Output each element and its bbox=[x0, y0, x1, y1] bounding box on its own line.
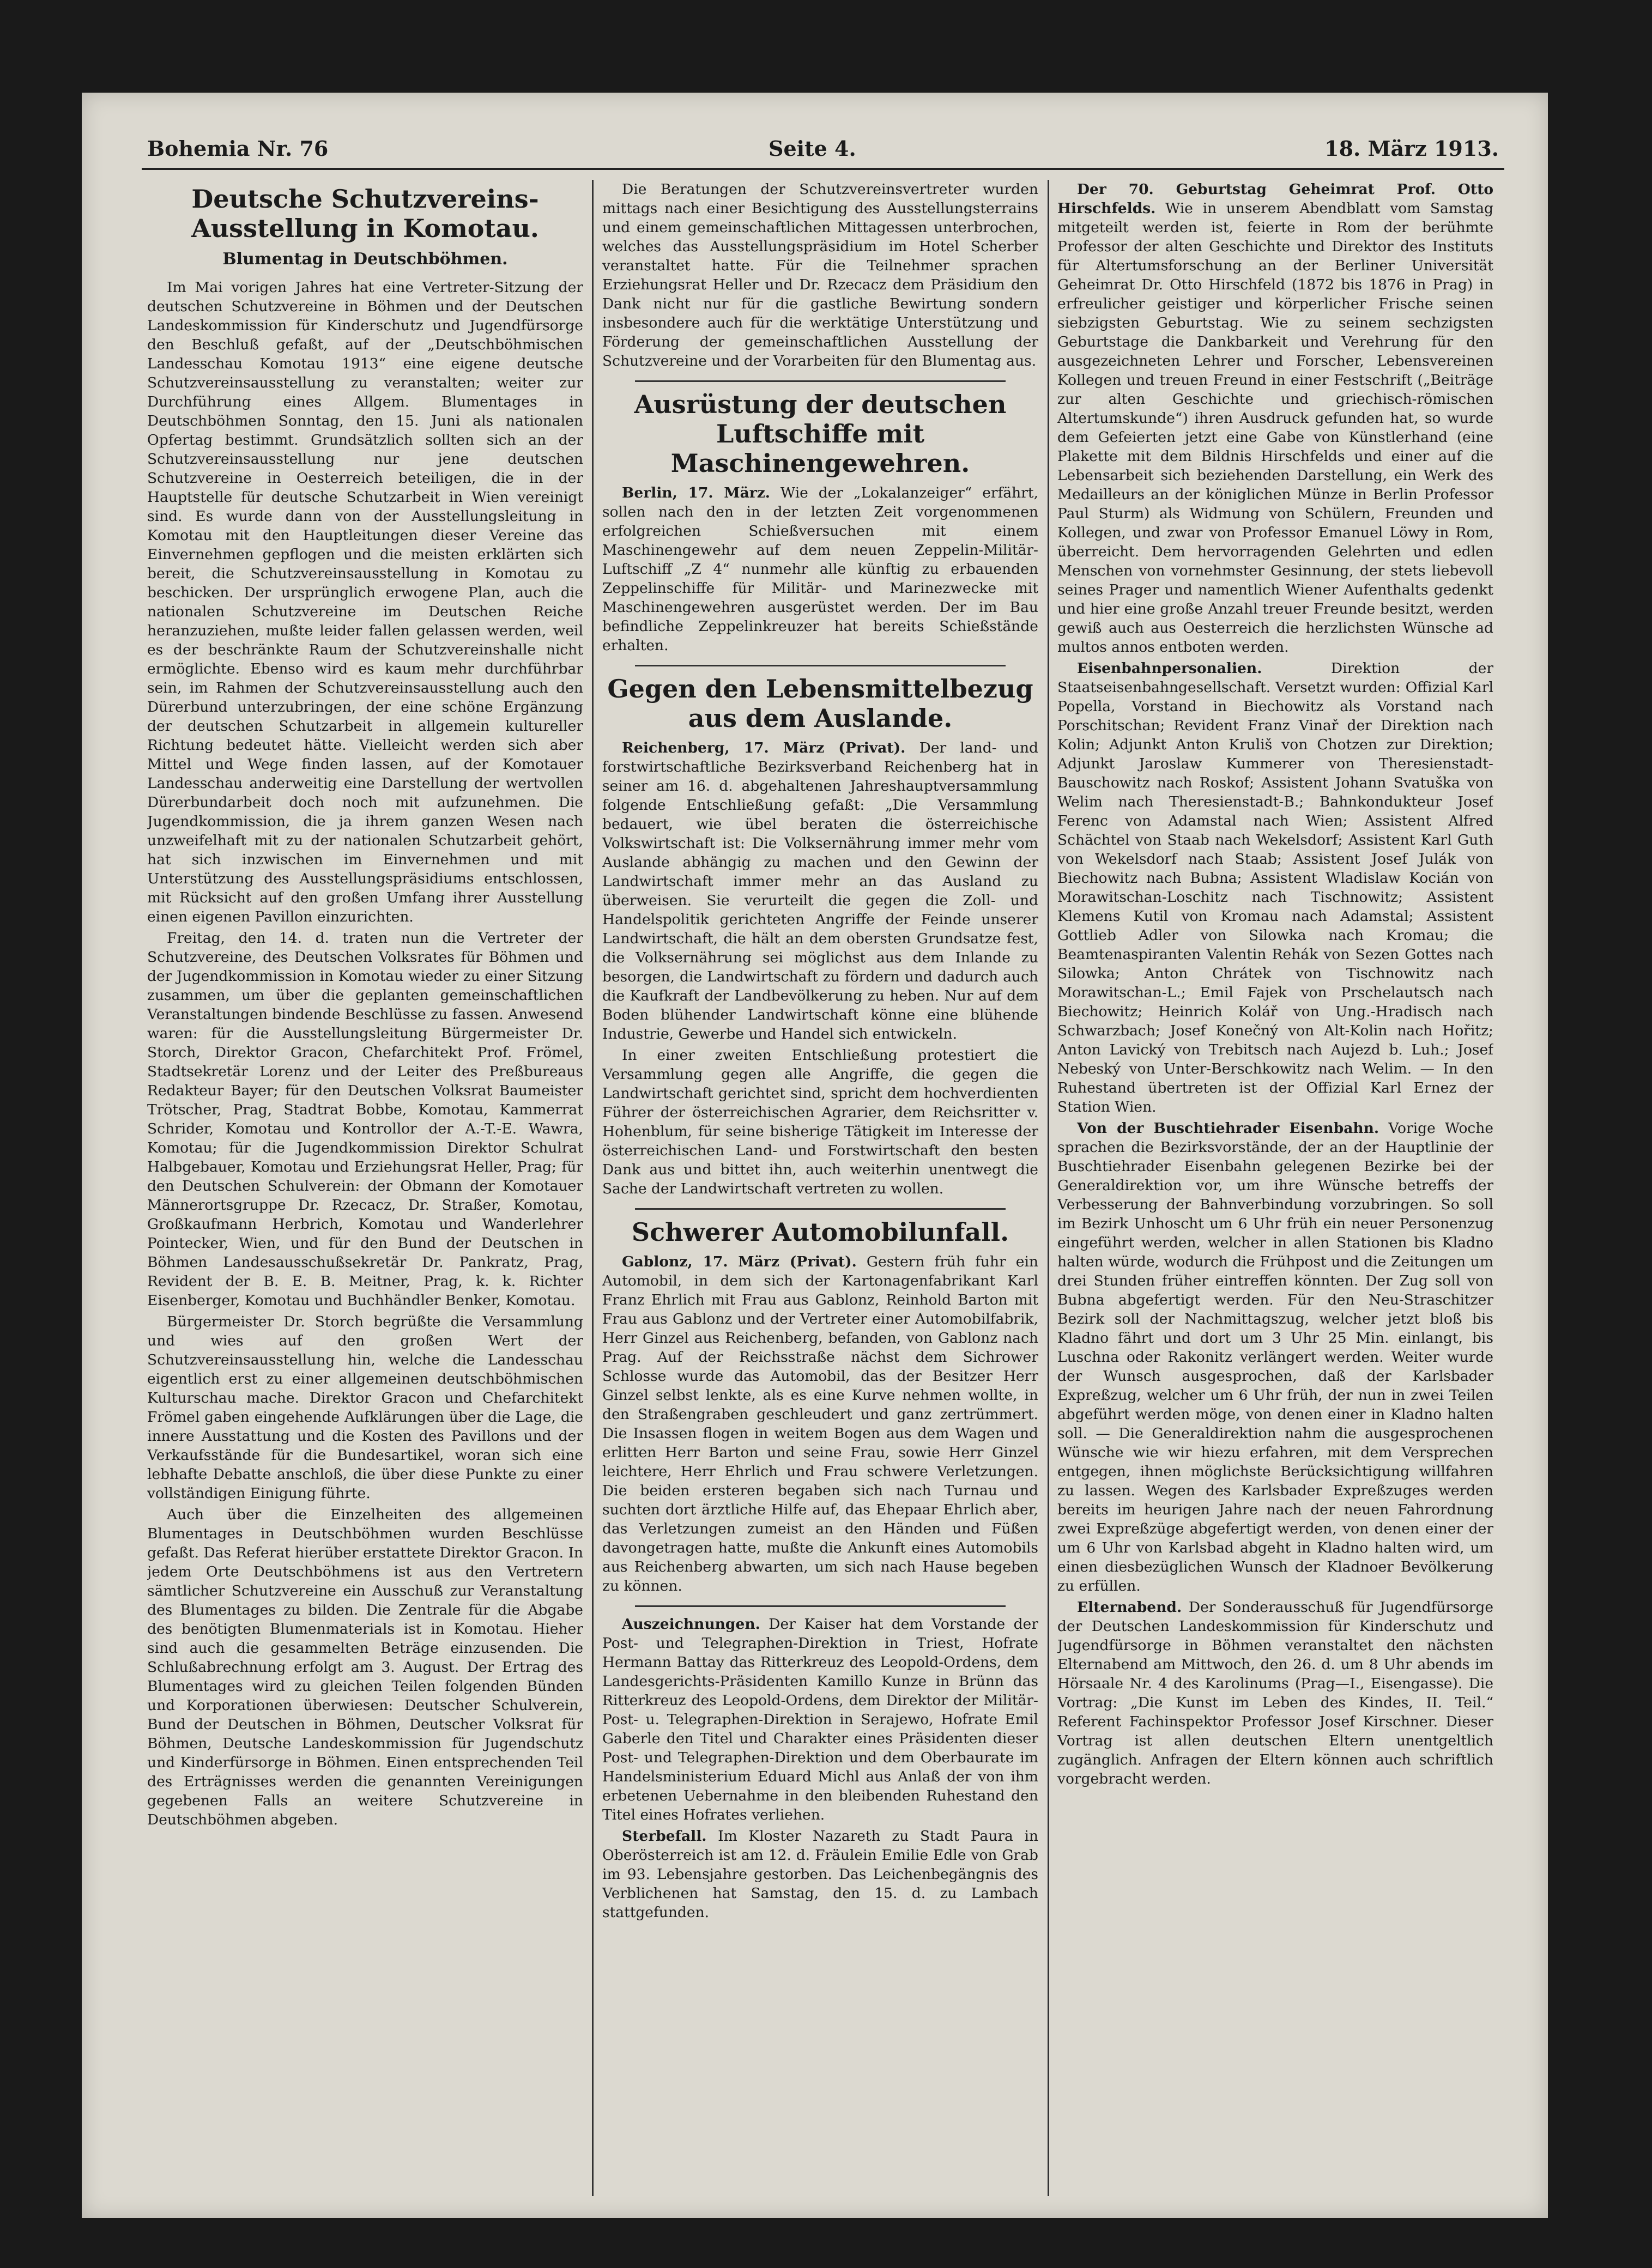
paragraph bbox=[1057, 1598, 1493, 1788]
item-lead: Von der Buschtiehrader Eisenbahn. bbox=[1077, 1120, 1379, 1137]
item-lead: Eisenbahnpersonalien. bbox=[1077, 660, 1262, 677]
dateline: Reichenberg, 17. März (Privat). bbox=[622, 739, 906, 756]
column-3 bbox=[1057, 180, 1493, 2196]
paragraph: Im Mai vorigen Jahres hat eine Vertreter-Sitzung der deutschen Schutzvereine in Böhmen und der Deutschen Landeskommission für Kinderschutz und Jugendfürsorge den Beschluß gefaßt, auf der „Deutschböhmischen Landesschau Komotau 1913“ eine eigene deutsche Schutzvereinsausstellung zu veranstalten; weiter zur Durchführung eines Allgem. Blumentages in Deutschböhmen Sonntag, den 15. Juni als nationalen Opfertag bestimmt. Grundsätzlich sollten sich an der Schutzvereinsausstellung nur jene deutschen Schutzvereine in Oesterreich beteiligen, die in der Hauptstelle für deutsche Schutzarbeit in Wien vereinigt sind. Es wurde dann von der Ausstellungsleitung in Komotau mit den Hauptleitungen dieser Vereine das Einvernehmen gepflogen und die meisten erklärten sich bereit, die Schutzvereinsausstellung in Komotau zu beschicken. Der ursprünglich erwogene Plan, auch die nationalen Schutzvereine im Deutschen Reiche heranzuziehen, mußte leider fallen gelassen werden, weil es der beschränkte Raum der Schutzvereinshalle nicht ermöglichte. Ebenso wird es kaum mehr durchführbar sein, im Rahmen der Schutzvereinsausstellung auch den Dürerbund unterzubringen, der eine schöne Ergänzung der deutschen Schutzarbeit in allgemein kultureller Richtung bedeutet hätte. Vielleicht werden sich aber Mittel und Wege finden lassen, auf der Komotauer Landesschau anderweitig eine Darstellung der wertvollen Dürerbundarbeit doch noch mit aufzunehmen. Die Jugendkommission, die ja ihrem ganzen Wesen nach unzweifelhaft mit zu der nationalen Schutzarbeit gehört, hat sich inzwischen im Einvernehmen und mit Unterstützung des Ausstellungspräsidiums entschlossen, mit Rücksicht auf den großen Umfang ihrer Ausstellung einen eigenen Pavillon einzurichten. bbox=[147, 279, 583, 925]
item-lead: Auszeichnungen. bbox=[622, 1616, 760, 1633]
paragraph bbox=[602, 1252, 1038, 1596]
paragraph-text: Wie in unserem Abendblatt vom Samstag mitgeteilt werden ist, feierte in Rom der berühmte Professor der alten Geschichte und Direktor des Instituts für Altertumsforschung an der Berliner Universität Geheimrat Dr. Otto Hirschfeld (1872 bis 1876 in Prag) in erfreulicher geistiger und körperlicher Frische seinen siebzigsten Geburtstag. Wie zu seinem sechzigsten Geburtstage die Dankbarkeit und Verehrung für den ausgezeichneten Lehrer und Forscher, Lebensvereinen Kollegen und treuen Freund in einer Festschrift („Beiträge zur alten Geschichte und griechisch-römischen Altertumskunde“) ihren Ausdruck gefunden hat, so wurde dem Gefeierten jetzt eine Gabe von Künstlerhand (eine Plakette mit dem Bildnis Hirschfelds und einer auf die Lebensarbeit sich beziehenden Darstellung, ein Werk des Medailleurs an der königlichen Münze in Berlin Professor Paul Sturm) als Widmung von Schülern, Freunden und Kollegen, und zwar von Professor Emanuel Löwy in Rom, überreicht. Dem hervorragenden Gelehrten und edlen Menschen von vornehmster Gesinnung, der stets liebevoll seines Prager und namentlich Wiener Aufenthalts gedenkt und hier eine große Anzahl treuer Freunde besitzt, werden gewiß auch aus Oesterreich die herzlichsten Wünsche ad multos annos entboten werden. bbox=[1057, 200, 1493, 656]
paragraph-text: Im Kloster Nazareth zu Stadt Paura in Oberösterreich ist am 12. d. Fräulein Emilie Edle von Grab im 93. Lebensjahre gestorben. Das Leichenbegängnis des Verblichenen hat Samstag, den 15. d. zu Lambach stattgefunden. bbox=[602, 1828, 1038, 1921]
paragraph bbox=[1057, 659, 1493, 1117]
paragraph: Freitag, den 14. d. traten nun die Vertreter der Schutzvereine, des Deutschen Volksrates für Böhmen und der Jugendkommission in Komotau wieder zu einer Sitzung zusammen, um über die geplanten gemeinschaftlichen Veranstaltungen bindende Beschlüsse zu fassen. Anwesend waren: für die Ausstellungsleitung Bürgermeister Dr. Storch, Direktor Gracon, Chefarchitekt Prof. Frömel, Stadtsekretär Lorenz und der Leiter des Preßbureaus Redakteur Bayer; für den Deutschen Volksrat Baumeister Trötscher, Prag, Stadtrat Bobbe, Komotau, Kammerrat Schrider, Komotau und Kontrollor der A.-T.-E. Wawra, Komotau; für die Jugendkommission Direktor Schulrat Halbgebauer, Komotau und Erziehungsrat Heller, Prag; für den Deutschen Schulverein: der Obmann der Komotauer Männerortsgruppe Dr. Rzecacz, Dr. Straßer, Komotau, Großkaufmann Herbrich, Komotau und Wanderlehrer Pointecker, Wien, und für den Bund der Deutschen in Böhmen Landesausschußsekretär Dr. Pankratz, Prag, Revident der B. E. B. Meitner, Prag, k. k. Richter Eisenberger, Komotau und Buchhändler Benker, Komotau. bbox=[147, 930, 583, 1309]
paragraph bbox=[1057, 180, 1493, 657]
paragraph: Die Beratungen der Schutzvereinsvertreter wurden mittags nach einer Besichtigung des Ausstellungsterrains und einem gemeinschaftlichen Mittagessen unterbrochen, welches das Ausstellungspräsidium im Hotel Scherber veranstaltet hatte. Für die Teilnehmer sprachen Erziehungsrat Heller und Dr. Rzecacz dem Präsidium den Dank nicht nur für die gastliche Bewirtung sondern insbesondere auch für die werktätige Unterstützung und Förderung der gemeinschaftlichen Ausstellung der Schutzvereine und der Vorarbeiten für den Blumentag aus. bbox=[602, 181, 1038, 369]
item-lead: Elternabend. bbox=[1077, 1599, 1182, 1616]
paragraph-text: Wie der „Lokalanzeiger“ erfährt, sollen nach den in der letzten Zeit vorgenommenen erfolgreichen Schießversuchen mit einem Maschinengewehr auf dem neuen Zeppelin-Militär-Luftschiff „Z 4“ nunmehr alle künftig zu erbauenden Zeppelinschiffe für Militär- und Marinezwecke mit Maschinengewehren ausgerüstet werden. Der im Bau befindliche Zeppelinkreuzer hat bereits Schießstände erhalten. bbox=[602, 484, 1038, 654]
paragraph: In einer zweiten Entschließung protestiert die Versammlung gegen alle Angriffe, die gegen die Landwirtschaft gerichtet sind, spricht dem hochverdienten Führer der österreichischen Agrarier, dem Reichsritter v. Hohenblum, für seine bisherige Tätigkeit im Interesse der österreichischen Land- und Forstwirtschaft den besten Dank aus und bittet ihn, auch weiterhin unentwegt die Sache der Landwirtschaft vertreten zu wollen. bbox=[602, 1047, 1038, 1197]
header-rule bbox=[142, 168, 1504, 170]
article-headline: Schwerer Automobilunfall. bbox=[631, 1217, 1009, 1247]
paragraph-text: Gestern früh fuhr ein Automobil, in dem sich der Kartonagenfabrikant Karl Franz Ehrlich mit Frau aus Gablonz, Reinhold Barton mit Frau aus Gablonz und der Vertreter einer Automobilfabrik, Herr Ginzel aus Reichenberg, befanden, von Gablonz nach Prag. Auf der Reichsstraße nächst dem Sichrower Schlosse wurde das Automobil, das der Besitzer Herr Ginzel selbst lenkte, als es eine Kurve nehmen wollte, in den Straßengraben geschleudert und ganz zertrümmert. Die Insassen flogen in weitem Bogen aus dem Wagen und erlitten Herr Barton und seine Frau, sowie Herr Ginzel leichtere, Herr Ehrlich und Frau schwere Verletzungen. Die beiden ersteren begaben sich nach Turnau und suchten dort ärztliche Hilfe auf, das Ehepaar Ehrlich aber, das Verletzungen zumeist an den Händen und Füßen davongetragen hatte, mußte die Ankunft eines Automobils aus Reichenberg abwarten, um sich nach Hause begeben zu können. bbox=[602, 1253, 1038, 1594]
column-2 bbox=[602, 180, 1038, 2196]
article-headline: Gegen den Lebensmittelbezug aus dem Auslande. bbox=[607, 674, 1033, 733]
paragraph bbox=[602, 738, 1038, 1044]
paragraph-text: Vorige Woche sprachen die Bezirksvorstände, der an der Hauptlinie der Buschtiehrader Eisenbahn gelegenen Bezirke bei der Generaldirektion vor, um ihre Wünsche betreffs der Verbesserung der Bahnverbindung vorzubringen. So soll im Bezirk Unhoscht um 6 Uhr früh ein neuer Personenzug eingeführt werden, welcher in allen Stationen bis Kladno halten würde, wodurch die Frühpost und die Zeitungen um drei Stunden früher eintreffen könnten. Der Zug soll von Bubna abgefertigt werden. Für den Neu-Straschitzer Bezirk soll der Nachmittagszug, welcher jetzt bloß bis Kladno fährt und dort um 3 Uhr 25 Min. einlangt, bis Luschna oder Rakonitz verlängert werden. Weiter wurde der Wunsch ausgesprochen, daß der Karlsbader Expreßzug, welcher um 6 Uhr früh, der nun in zwei Teilen abgeführt werden möge, von denen einer in Kladno halten soll. — Die Generaldirektion nahm die ausgesprochenen Wünsche wie wir hiezu erfahren, mit dem Versprechen entgegen, ihnen möglichste Berücksichtigung willfahren zu lassen. Wegen des Karlsbader Expreßzuges werden bereits im heurigen Jahre nach der neuen Fahrordnung zwei Expreßzüge abgefertigt werden, von denen einer der um 6 Uhr von Karlsbad abgeht in Kladno halten wird, um einen diesbezüglichen Wunsch der Kladnoer Bevölkerung zu erfüllen. bbox=[1057, 1120, 1493, 1594]
article-headline: Ausrüstung der deutschen Luftschiffe mit Maschinengewehren. bbox=[634, 390, 1007, 478]
header-page-number: Seite 4. bbox=[768, 136, 856, 161]
column-rule bbox=[1048, 180, 1049, 2196]
article-subhead: Blumentag in Deutschböhmen. bbox=[222, 250, 508, 269]
paragraph-text: Der land- und forstwirtschaftliche Bezirksverband Reichenberg hat in seiner am 16. d. abgehaltenen Jahreshauptversammlung folgende Entschließung gefaßt: „Die Versammlung bedauert, wie übel beraten die österreichische Volkswirtschaft ist: Die Volksernährung immer mehr vom Auslande abhängig zu machen und den Gewinn der Landwirtschaft immer mehr an das Ausland zu überweisen. Sie verurteilt die gegen die Zoll- und Handelspolitik gerichteten Angriffe der Feinde unserer Landwirtschaft, die hält an dem obersten Grundsatze fest, die Volksernährung sei möglichst aus dem Inlande zu besorgen, die Landwirtschaft zu fördern und dadurch auch die Kaufkraft der Landbevölkerung zu heben. Nur auf dem Boden blühender Landwirtschaft könne eine blühende Industrie, Gewerbe und Handel sich entwickeln. bbox=[602, 739, 1038, 1042]
paragraph bbox=[1057, 1119, 1493, 1596]
header-issue: Bohemia Nr. 76 bbox=[147, 136, 329, 161]
paragraph bbox=[602, 1827, 1038, 1922]
article-headline: Deutsche Schutzvereins-Ausstellung in Komotau. bbox=[191, 184, 539, 243]
article-separator bbox=[635, 1605, 1006, 1607]
paragraph bbox=[602, 1615, 1038, 1824]
newspaper-page bbox=[82, 93, 1548, 2218]
article-separator bbox=[635, 1208, 1006, 1210]
article-separator bbox=[635, 380, 1006, 382]
paragraph bbox=[602, 483, 1038, 655]
paragraph: Bürgermeister Dr. Storch begrüßte die Versammlung und wies auf den großen Wert der Schutzvereinsausstellung hin, welche die Landesschau eigentlich erst zu einer allgemeinen deutschböhmischen Kulturschau mache. Direktor Gracon und Chefarchitekt Frömel gaben eingehende Aufklärungen über die Lage, die innere Ausstattung und die Kosten des Pavillons und der Verkaufsstände für die Bundesartikel, woran sich eine lebhafte Debatte anschloß, die über diese Punkte zu einer vollständigen Einigung führte. bbox=[147, 1313, 583, 1502]
paragraph: Auch über die Einzelheiten des allgemeinen Blumentages in Deutschböhmen wurden Beschlüsse gefaßt. Das Referat hierüber erstattete Direktor Gracon. In jedem Orte Deutschböhmens ist aus den Vertretern sämtlicher Schutzvereine ein Ausschuß zur Veranstaltung des Blumentages zu bilden. Die Zentrale für die Abgabe des benötigten Blumenmaterials ist in Komotau. Hieher sind auch die gesammelten Beträge einzusenden. Die Schlußabrechnung erfolgt am 3. August. Der Ertrag des Blumentages wird zu gleichen Teilen folgenden Bünden und Korporationen überwiesen: Deutscher Schulverein, Bund der Deutschen in Böhmen, Deutscher Volksrat für Böhmen, Deutsche Landeskommission für Jugendschutz und Kinderfürsorge in Böhmen. Einen entsprechenden Teil des Erträgnisses werden die genannten Vereinigungen gegebenen Falls an weitere Schutzvereine in Deutschböhmen abgeben. bbox=[147, 1506, 583, 1828]
item-lead: Sterbefall. bbox=[622, 1828, 707, 1845]
header-date: 18. März 1913. bbox=[1324, 136, 1499, 161]
article-separator bbox=[635, 665, 1006, 666]
paragraph-text: Der Kaiser hat dem Vorstande der Post- und Telegraphen-Direktion in Triest, Hofrate Hermann Battay das Ritterkreuz des Leopold-Ordens, dem Landesgerichts-Präsidenten Kamillo Kunze in Brünn das Ritterkreuz des Leopold-Ordens, dem Direktor der Militär-Post- u. Telegraphen-Direktion in Serajewo, Hofrate Emil Gaberle den Titel und Charakter eines Präsidenten dieser Post- und Telegraphen-Direktion und dem Oberbaurate im Handelsministerium Eduard Michl aus Anlaß der von ihm erbetenen Uebernahme in den bleibenden Ruhestand den Titel eines Hofrates verliehen. bbox=[602, 1616, 1038, 1823]
paragraph-text: Direktion der Staatseisenbahngesellschaft. Versetzt wurden: Offizial Karl Popella, Vorstand in Biechowitz als Vorstand nach Porschitschan; Revident Franz Vinař der Direktion nach Kolin; Adjunkt Anton Kruliš von Chotzen zur Direktion; Adjunkt Jaroslaw Kummerer von Theresienstadt-Bauschowitz nach Roskof; Assistent Johann Svatuška von Welim nach Theresienstadt-B.; Bahnkondukteur Josef Ferenc von Adamstal nach Wien; Assistent Alfred Schächtel von Staab nach Wekelsdorf; Assistent Karl Guth von Wekelsdorf nach Staab; Assistent Josef Julák von Biechowitz nach Bubna; Assistent Wladislaw Kocián von Morawitschan-Loschitz nach Tischnowitz; Assistent Klemens Kutil von Kromau nach Adamstal; Assistent Gottlieb Adler von Silowka nach Kromau; die Beamtenaspiranten Valentin Rehák von Sezen Gottes nach Silowka; Anton Chrátek von Tischnowitz nach Morawitschan-L.; Emil Fajek von Prschelautsch nach Biechowitz; Heinrich Kolář von Ung.-Hradisch nach Schwarzbach; Josef Konečný von Alt-Kolin nach Hořitz; Anton Lavický von Trebitsch nach Aujezd b. Luh.; Josef Nebeský von Unter-Berschkowitz nach Welim. — In den Ruhestand übertreten ist der Offizial Karl Ernez der Station Wien. bbox=[1057, 660, 1493, 1115]
page-header bbox=[147, 125, 1499, 169]
item-lead: Der 70. Geburtstag Geheimrat Prof. Otto Hirschfelds. bbox=[1057, 181, 1493, 217]
dateline: Gablonz, 17. März (Privat). bbox=[622, 1253, 857, 1270]
paragraph-text: Der Sonderausschuß für Jugendfürsorge der Deutschen Landeskommission für Kinderschutz und Jugendfürsorge in Böhmen veranstaltet den nächsten Elternabend am Mittwoch, den 26. d. um 8 Uhr abends im Hörsaale Nr. 4 des Karolinums (Prag—I., Eisengasse). Die Vortrag: „Die Kunst im Leben des Kindes, II. Teil.“ Referent Fachinspektor Professor Josef Kirschner. Dieser Vortrag ist allen deutschen Eltern unentgeltlich zugänglich. Anfragen der Eltern können auch schriftlich vorgebracht werden. bbox=[1057, 1599, 1493, 1787]
column-rule bbox=[592, 180, 594, 2196]
dateline: Berlin, 17. März. bbox=[622, 484, 771, 501]
column-1 bbox=[147, 180, 583, 2196]
